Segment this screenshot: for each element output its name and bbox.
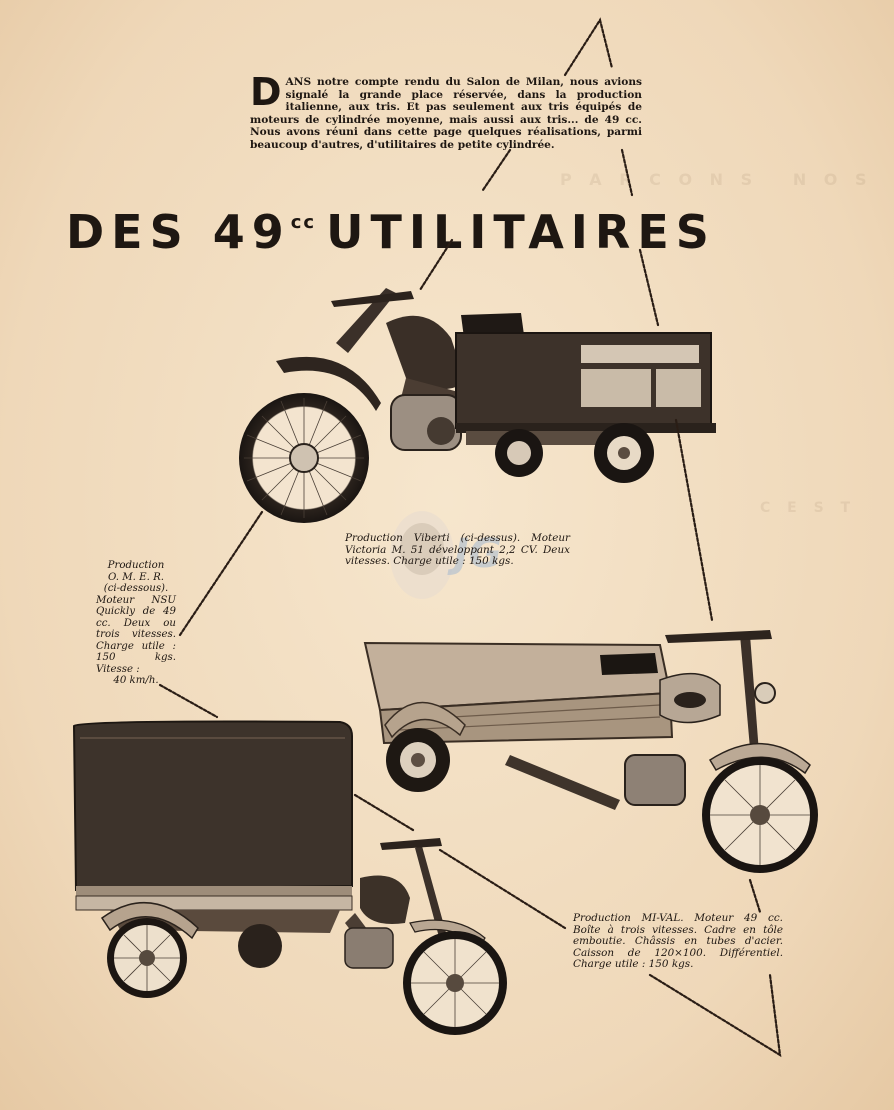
show-through-text: P A R C O N S N O S bbox=[560, 170, 873, 189]
omer-van-photo bbox=[70, 718, 520, 1042]
caption-mival: Production MI-VAL. Moteur 49 cc. Boîte à trois vitesses. Cadre en tôle emboutie. Châssis en tubes d'acier. Caisson de 120×100. Différentiel. Charge utile : 150 kgs. bbox=[573, 912, 783, 971]
caption-omer-line1: Production bbox=[107, 560, 165, 571]
intro-paragraph bbox=[250, 70, 642, 152]
caption-omer bbox=[96, 560, 176, 687]
viberti-tricycle-photo bbox=[236, 283, 716, 525]
title-part1: DES 49 bbox=[66, 205, 291, 259]
watermark-text: JG bbox=[454, 531, 502, 577]
page-title bbox=[66, 196, 826, 259]
caption-omer-line3: (ci-dessous). bbox=[103, 583, 169, 594]
title-superscript: cc bbox=[290, 212, 317, 233]
show-through-text-2: C E S T bbox=[760, 500, 857, 516]
intro-text: ANS notre compte rendu du Salon de Milan, nous avions signalé la grande place réservée, dans la production italienne, aux tris. Et pas seulement aux tris équipés de moteurs de cylindrée moyenne, mais aussi aux tris... de 49 cc. Nous avons réuni dans cette page quelques réalisations, parmi beaucoup d'autres, d'utilitaires de petite cylindrée. bbox=[250, 76, 642, 151]
title-part2: UTILITAIRES bbox=[326, 205, 716, 259]
caption-omer-body: Moteur NSU Quickly de 49 cc. Deux ou trois vitesses. Charge utile : 150 kgs. Vitesse : bbox=[96, 594, 176, 675]
drop-cap: D bbox=[250, 70, 282, 114]
caption-viberti: Production Viberti (ci-dessus). Moteur Victoria M. 51 développant 2,2 CV. Deux vitesses. Charge utile : 150 kgs. bbox=[345, 532, 570, 568]
caption-omer-line2: O. M. E. R. bbox=[108, 571, 164, 583]
caption-omer-last: 40 km/h. bbox=[113, 675, 159, 686]
